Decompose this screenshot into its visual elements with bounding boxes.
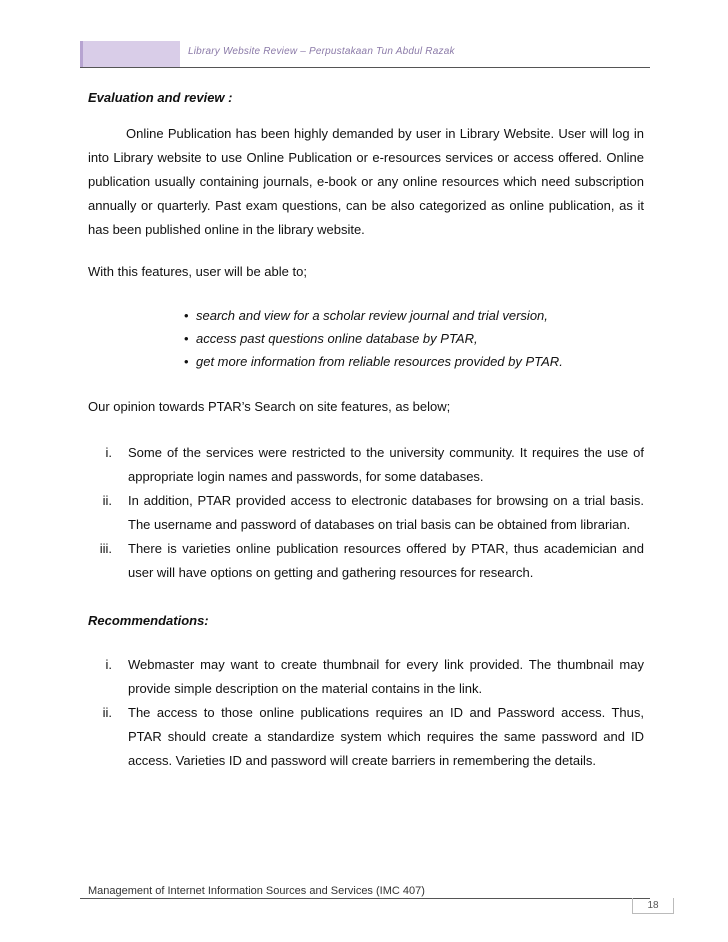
page-header: [80, 41, 650, 67]
list-item: ii. In addition, PTAR provided access to electronic databases for browsing on a trial basis. The username and password of databases on trial basis can be obtained from librarian.: [102, 493, 644, 532]
recommendations-list: [88, 653, 644, 773]
list-item: iii. There is varieties online publication resources offered by PTAR, thus academician and user will have options on getting and gathering resources for research.: [99, 541, 644, 580]
bullet-icon: •: [184, 308, 189, 323]
features-list: [88, 304, 644, 373]
opinion-list: [88, 441, 644, 585]
bullet-icon: •: [184, 331, 189, 346]
header-rule: [80, 67, 650, 68]
bullet-icon: •: [184, 354, 189, 369]
list-item: i. Some of the services were restricted to the university community. It requires the use of appropriate login names and passwords, for some databases.: [105, 445, 644, 484]
features-intro: With this features, user will be able to;: [88, 264, 307, 279]
header-title: Library Website Review – Perpustakaan Tun Abdul Razak: [188, 46, 455, 57]
evaluation-heading: Evaluation and review :: [88, 90, 233, 105]
list-item: • get more information from reliable resources provided by PTAR.: [184, 350, 644, 373]
list-item: • search and view for a scholar review journal and trial version,: [184, 304, 644, 327]
list-item: i. Webmaster may want to create thumbnail for every link provided. The thumbnail may provide simple description on the material contains in the link.: [105, 657, 644, 696]
header-accent-block: [80, 41, 180, 67]
opinion-intro: Our opinion towards PTAR’s Search on site features, as below;: [88, 399, 451, 414]
footer-rule: [80, 898, 650, 899]
page-number: 18: [632, 898, 674, 914]
document-body: [88, 86, 644, 773]
evaluation-paragraph: Online Publication has been highly demanded by user in Library Website. User will log in into Library website to use Online Publication or e-resources services or access offered. Online publication usually containing journals, e-book or any online resources which need subscription annually or quarterly. Past exam questions, can be also categorized as online publication, as it has been published online in the library website.: [88, 126, 644, 237]
footer-course-title: Management of Internet Information Sources and Services (IMC 407): [88, 885, 425, 897]
list-item: ii. The access to those online publications requires an ID and Password access. Thus, PTAR should create a standardize system which requires the same password and ID access. Varieties ID and password will create barriers in remembering the details.: [102, 705, 644, 768]
recommendations-heading: Recommendations:: [88, 613, 209, 628]
list-item: • access past questions online database by PTAR,: [184, 327, 644, 350]
